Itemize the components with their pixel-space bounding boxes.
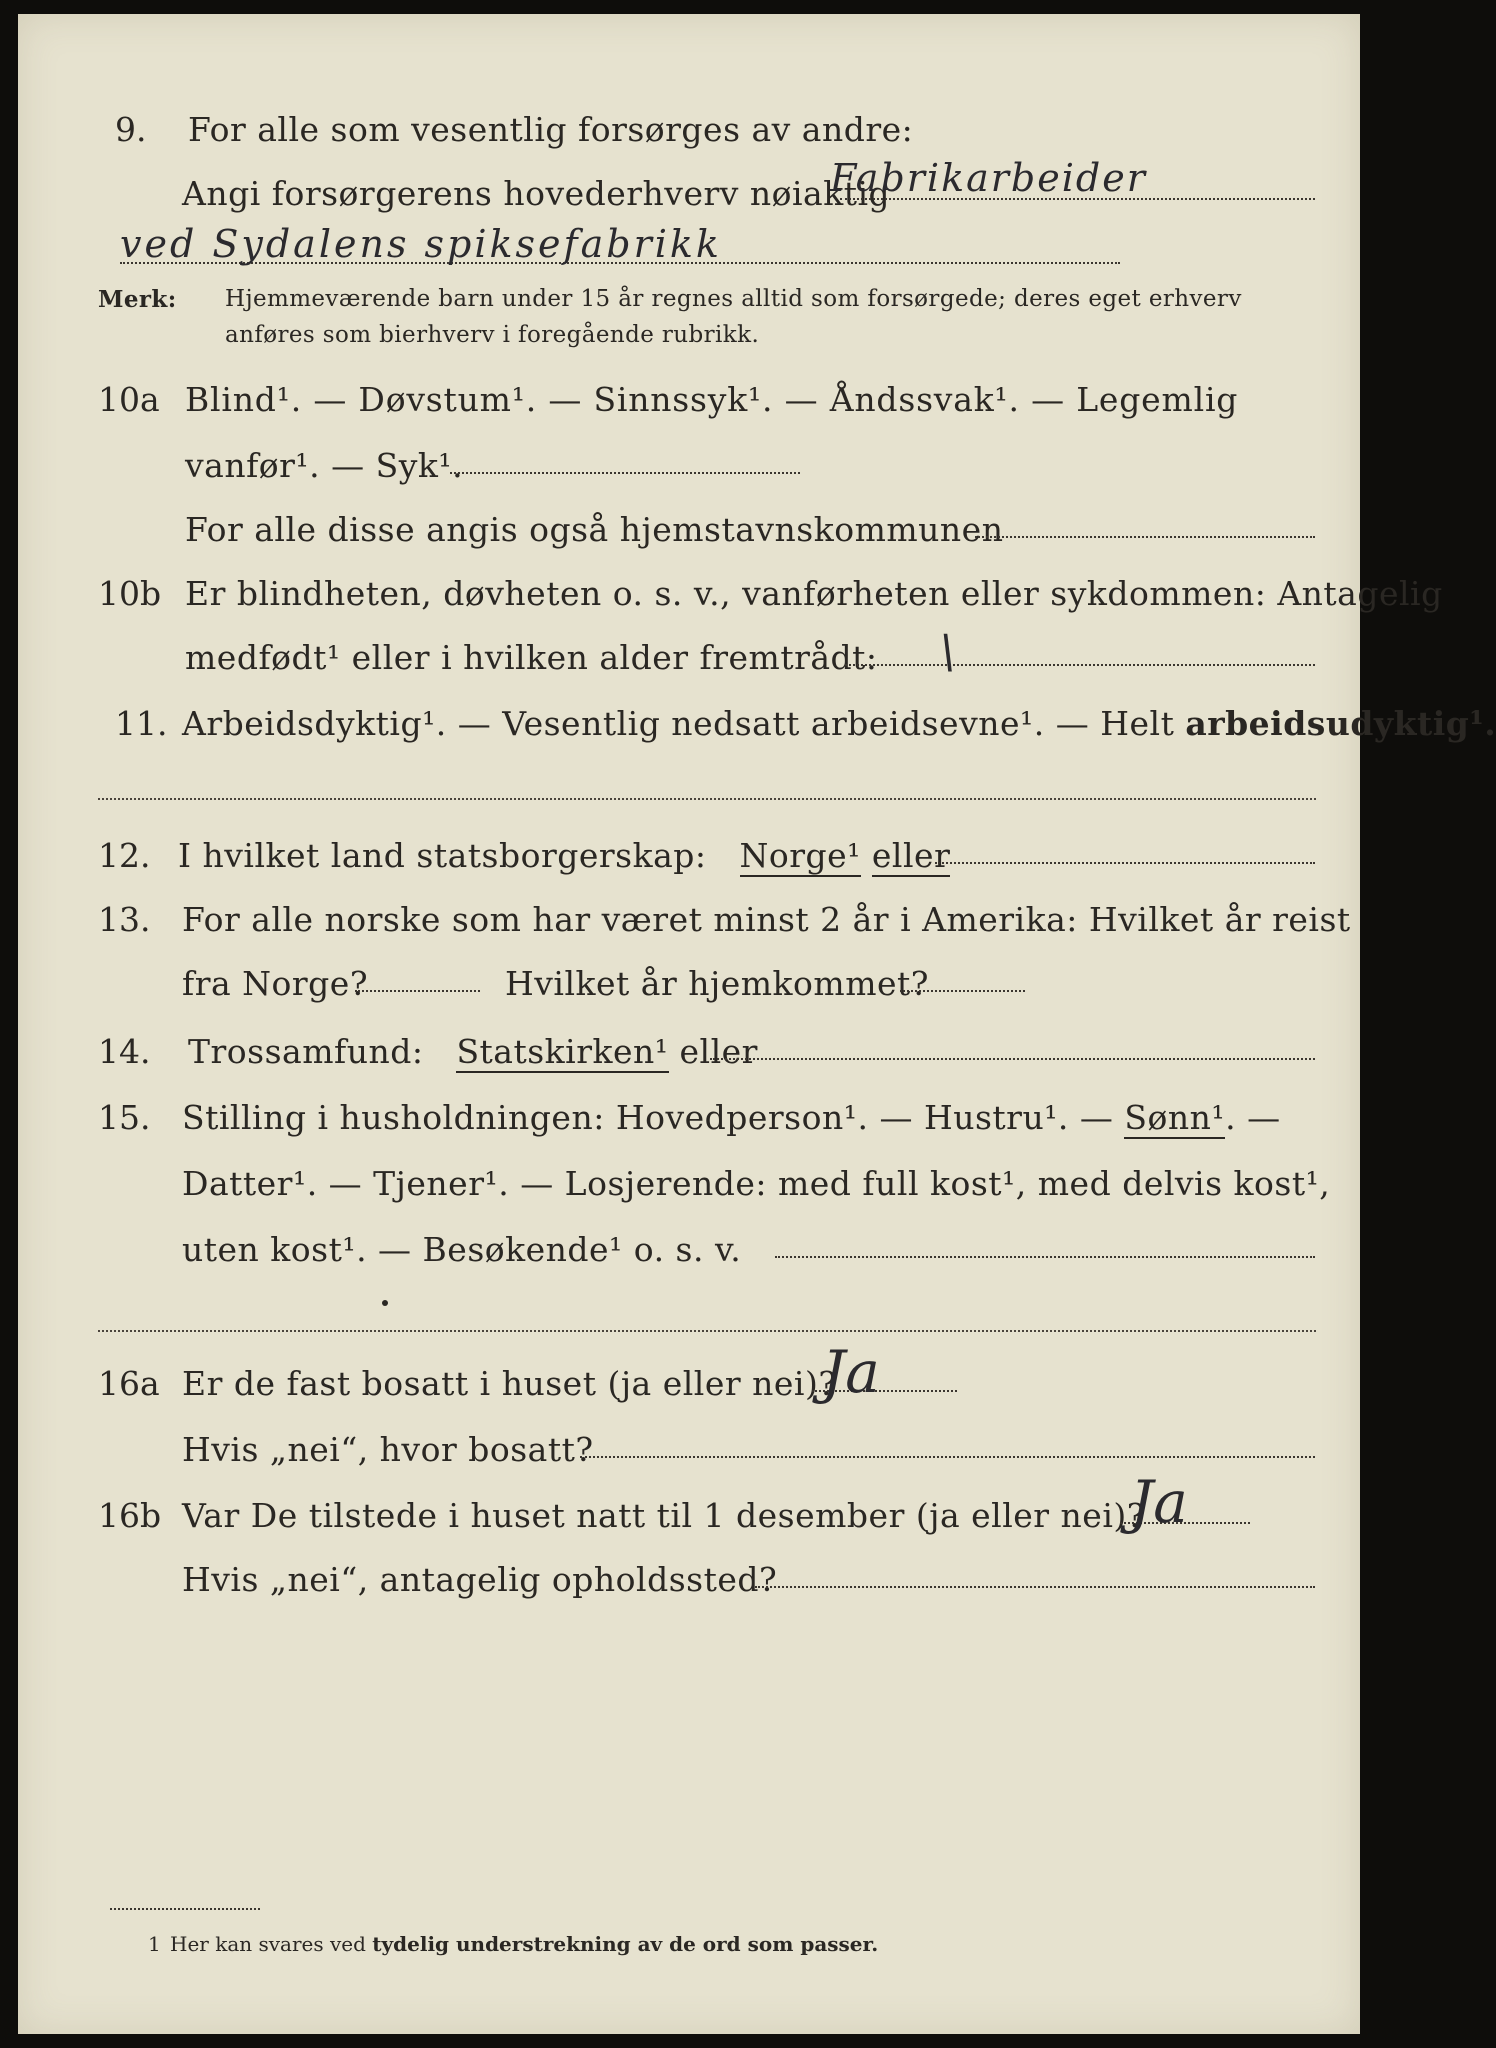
q15-number: 15.: [98, 1098, 151, 1137]
q15-answer-line: [775, 1256, 1315, 1258]
q16a-line1: Er de fast bosatt i huset (ja eller nei)?: [182, 1364, 837, 1403]
q11-line1: [182, 704, 1496, 743]
merk-label: Merk:: [98, 286, 177, 313]
footnote-mark: 1: [148, 1932, 161, 1956]
q14-text: Trossamfund:: [188, 1032, 424, 1071]
q16b-line2: Hvis „nei“, antagelig opholdssted?: [182, 1560, 778, 1599]
q10a-line3: For alle disse angis også hjemstavnskommunen: [185, 510, 1004, 549]
ink-speck: [382, 1300, 388, 1306]
q13-number: 13.: [98, 900, 151, 939]
q14-option-statskirken: Statskirken¹: [456, 1032, 669, 1071]
q10b-answer-line: [845, 664, 1315, 666]
q10b-number: 10b: [98, 574, 162, 613]
q10b-line1: Er blindheten, døvheten o. s. v., vanførheten eller sykdommen: Antagelig: [185, 574, 1443, 613]
q15-option-sonn: Sønn¹: [1124, 1098, 1226, 1137]
q13-hjemkommet-answer-line: [900, 990, 1025, 992]
q9-line2: Angi forsørgerens hovederhverv nøiaktig: [182, 174, 891, 213]
q12-number: 12.: [98, 836, 151, 875]
footnote-plain: Her kan svares ved: [170, 1932, 373, 1956]
q14-line: [188, 1032, 758, 1071]
footnote-text: [170, 1932, 878, 1956]
q12-line: [178, 836, 950, 875]
q13-line1: For alle norske som har været minst 2 år i Amerika: Hvilket år reist: [182, 900, 1351, 939]
q13-line2b: Hvilket år hjemkommet?: [505, 964, 929, 1003]
q14-answer-line: [710, 1058, 1315, 1060]
q11-line1-bold: arbeidsudyktig¹.: [1185, 704, 1496, 743]
q9-answer-handwritten-1: Fabrikarbeider: [830, 156, 1147, 200]
q16a-line2: Hvis „nei“, hvor bosatt?: [182, 1430, 594, 1469]
q11-separator: [98, 798, 1316, 800]
q12-text: I hvilket land statsborgerskap:: [178, 836, 707, 875]
q14-number: 14.: [98, 1032, 151, 1071]
q12-tail: eller: [871, 836, 951, 875]
q11-line1-text: Arbeidsdyktig¹. — Vesentlig nedsatt arbeidsevne¹. — Helt: [182, 704, 1186, 743]
q15-separator: [98, 1330, 1316, 1332]
q9-line1: For alle som vesentlig forsørges av andre:: [188, 110, 914, 149]
q9-answer-handwritten-2: ved Sydalens spiksefabrikk: [120, 222, 722, 266]
q16a-number: 16a: [98, 1364, 160, 1403]
q10b-answer-handwritten: \: [940, 624, 956, 678]
q15-line1-text: Stilling i husholdningen: Hovedperson¹. — Hustru¹. —: [182, 1098, 1125, 1137]
q10a-hjemstavn-answer-line: [975, 536, 1315, 538]
q12-answer-line: [935, 862, 1315, 864]
q14-tail: eller: [679, 1032, 758, 1071]
q15-line2: Datter¹. — Tjener¹. — Losjerende: med full kost¹, med delvis kost¹,: [182, 1164, 1331, 1203]
merk-line1: Hjemmeværende barn under 15 år regnes alltid som forsørgede; deres eget erhverv: [225, 286, 1242, 312]
q15-line1-tail: . —: [1225, 1098, 1281, 1137]
q11-number: 11.: [115, 704, 168, 743]
q16a-answer-handwritten: Ja: [822, 1338, 880, 1406]
q9-number: 9.: [115, 110, 147, 149]
q15-line3: uten kost¹. — Besøkende¹ o. s. v.: [182, 1230, 742, 1269]
q10a-line2: vanfør¹. — Syk¹.: [185, 446, 464, 485]
q10a-syk-answer-line: [450, 472, 800, 474]
q10a-number: 10a: [98, 380, 160, 419]
merk-line2: anføres som bierhverv i foregående rubrikk.: [225, 322, 760, 348]
q15-line1: [182, 1098, 1281, 1137]
census-form-page: [18, 14, 1360, 2034]
footnote-rule: [110, 1908, 260, 1910]
q13-line2a: fra Norge?: [182, 964, 369, 1003]
q10a-line1: Blind¹. — Døvstum¹. — Sinnssyk¹. — Åndssvak¹. — Legemlig: [185, 380, 1239, 419]
q10b-line2: medfødt¹ eller i hvilken alder fremtrådt:: [185, 638, 878, 677]
q16b-line1: Var De tilstede i huset natt til 1 desember (ja eller nei)?: [182, 1496, 1145, 1535]
footnote-bold: tydelig understrekning av de ord som passer.: [372, 1932, 879, 1956]
q13-reist-answer-line: [355, 990, 480, 992]
q12-option-norge: Norge¹: [739, 836, 861, 875]
q16b-number: 16b: [98, 1496, 162, 1535]
q16b-opholdssted-answer-line: [755, 1586, 1315, 1588]
q16a-bosatt-answer-line: [580, 1456, 1315, 1458]
q16b-answer-handwritten: Ja: [1130, 1468, 1188, 1536]
